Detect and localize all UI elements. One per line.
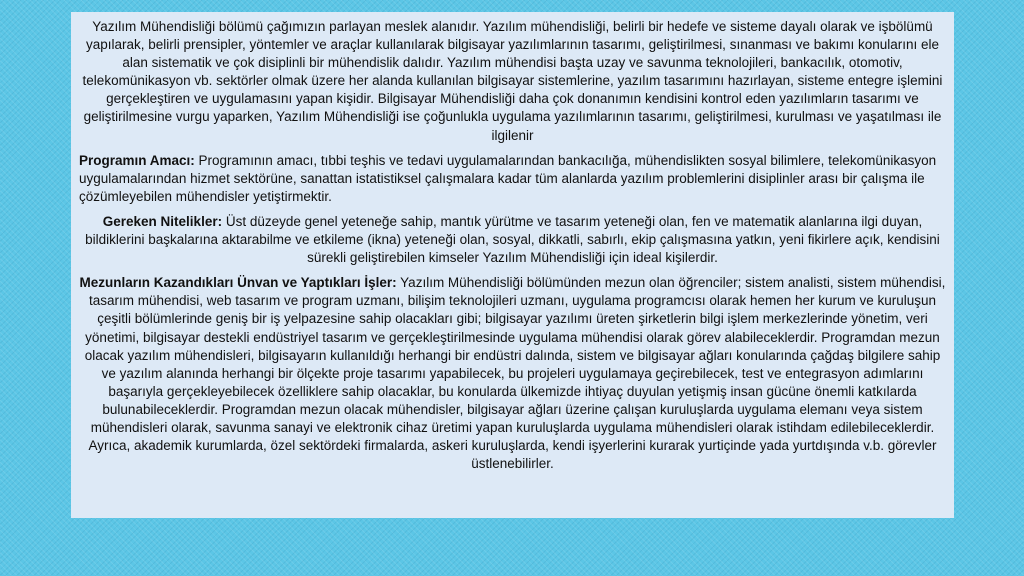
graduates-label: Mezunların Kazandıkları Ünvan ve Yaptıkları İşler: <box>79 275 397 291</box>
intro-paragraph <box>79 18 946 145</box>
graduates-paragraph <box>79 274 946 473</box>
required-qualifications-label: Gereken Nitelikler: <box>102 213 223 229</box>
required-qualifications-text: Üst düzeyde genel yeteneğe sahip, mantık yürütme ve tasarım yeteneği olan, fen ve matematik alanlarına ilgi duyan, bildiklerini başkalarına aktarabilme ve etkileme (ikna) yeteneği olan, sosyal, dikkatli, sabırlı, ekip çalışmasına yatkın, yeni fikirlere açık, kendisini sürekli geliştirebilen kimseler Yazılım Mühendisliği için ideal kişilerdir. <box>85 213 940 266</box>
program-purpose-label: Programın Amacı: <box>79 152 195 168</box>
program-purpose-text: Programının amacı, tıbbi teşhis ve tedavi uygulamalarından bankacılığa, mühendislikten sosyal bilimlere, telekomünikasyon uygulamalarından hizmet sektörüne, sanattan istatistiksel çalışmalara kadar tüm alanlarda yazılım problemlerini disiplinler arası bir çalışma ile çözümleyebilen mühendisler yetiştirmektir. <box>79 152 937 204</box>
program-purpose-paragraph <box>79 152 946 206</box>
intro-text: Yazılım Mühendisliği bölümü çağımızın parlayan meslek alanıdır. Yazılım mühendisliği, belirli bir hedefe ve sisteme dayalı olarak ve işbölümü yapılarak, belirli prensipler, yöntemler ve araçlar kullanılarak bilgisayar yazılımlarının tasarımı, geliştirilmesi, sınanması ve bakımı konularını ele alan sistematik ve çok disiplinli bir mühendislik dalıdır. Yazılım mühendisi başta uzay ve savunma teknolojileri, bankacılık, otomotiv, telekomünikasyon vb. sektörler olmak üzere her alanda kullanılan bilgisayar sistemlerine, yazılım tasarımını hazırlayan, sisteme entegre işlemini gerçekleştiren ve uygulamasını yapan kişidir. Bilgisayar Mühendisliği daha çok donanımın kendisini kontrol eden yazılımların tasarımı ve geliştirilmesine vurgu yaparken, Yazılım Mühendisliği ise çoğunlukla uygulama yazılımlarının tasarımı, geliştirilmesi, kurulması ve yaşatılması ile ilgilenir <box>82 19 943 143</box>
required-qualifications-paragraph <box>79 213 946 267</box>
graduates-text: Yazılım Mühendisliği bölümünden mezun olan öğrenciler; sistem analisti, sistem mühendisi, tasarım mühendisi, web tasarım ve program uzmanı, bilişim teknolojileri uzmanı, uygulama programcısı olarak hemen her kurum ve kuruluşun çeşitli bölümlerinde geniş bir iş yelpazesine sahip olacakları gibi; bilgisayar yazılımı üreten şirketlerin bilgi işlem merkezlerinde yönetim, veri yönetimi, bilgisayar destekli endüstriyel tasarım ve gerçekleştirilmesinde uygulama mühendisi olarak görev alabileceklerdir. Programdan mezun olacak yazılım mühendisleri, bilgisayarın kullanıldığı herhangi bir endüstri dalında, sistem ve bilgisayar ağları konularında çağdaş bilgilere sahip ve yazılım alanında herhangi bir ölçekte proje tasarımı yapabilecek, bu projeleri uygulamaya geçirebilecek, test ve entegrasyon adımlarını başarıyla gerçekleyebilecek özelliklere sahip olacaklar, bu konularda ülkemizde ihtiyaç duyulan yetişmiş insan gücüne önemli katkılarda bulunabileceklerdir. Programdan mezun olacak mühendisler, bilgisayar ağları üzerine çalışan kuruluşlarda uygulama elemanı veya sistem mühendisleri olarak, savunma sanayi ve elektronik cihaz üretimi yapan kuruluşlarda uygulama mühendisleri olarak istihdam edilebileceklerdir. Ayrıca, akademik kurumlarda, özel sektördeki firmalarda, askeri kuruluşlarda, kendi işyerlerini kurarak yurtiçinde yada yurtdışında v.b. görevler üstlenebilirler. <box>84 275 946 472</box>
content-panel <box>71 12 954 518</box>
